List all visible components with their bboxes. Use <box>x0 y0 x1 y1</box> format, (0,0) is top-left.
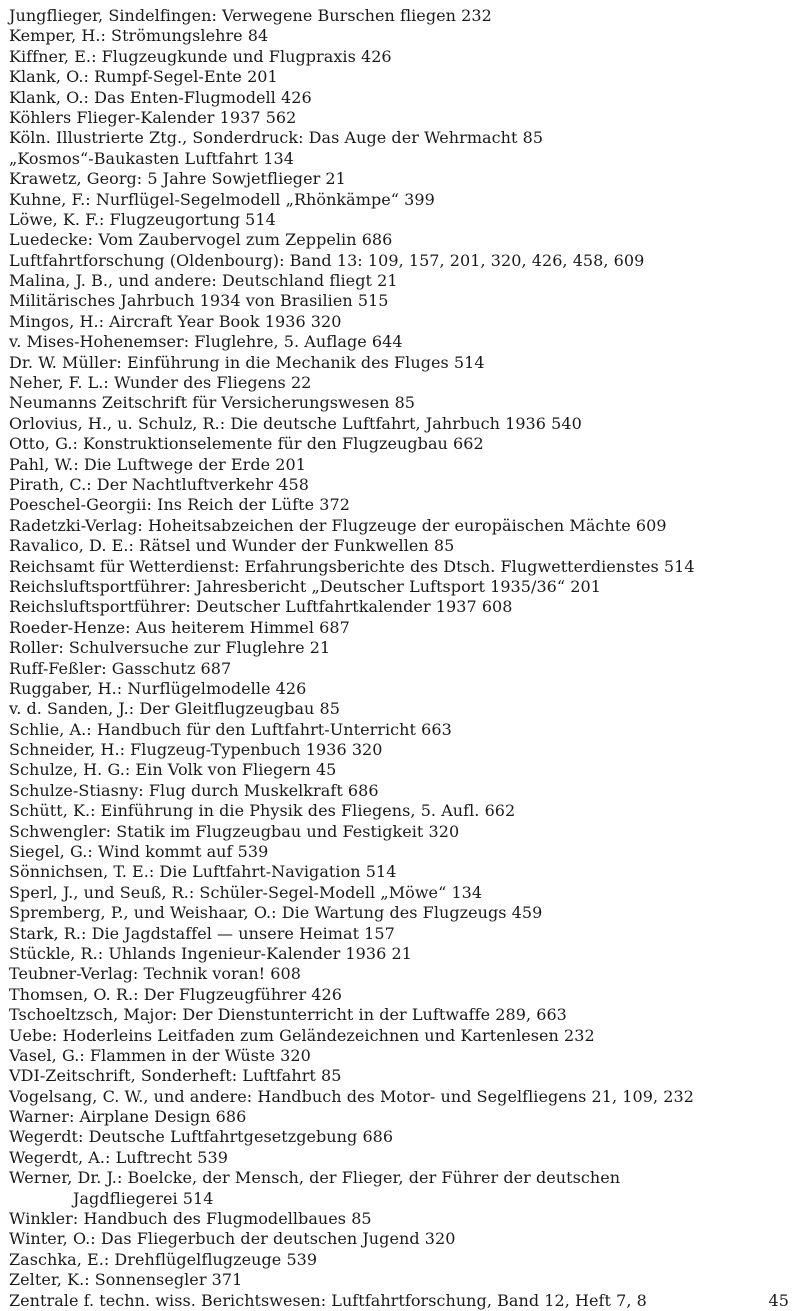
list-item: Ravalico, D. E.: Rätsel und Wunder der Funkwellen 85 <box>9 536 455 556</box>
list-item: Schulze, H. G.: Ein Volk von Fliegern 45 <box>9 760 337 780</box>
list-item: Pirath, C.: Der Nachtluftverkehr 458 <box>9 474 309 494</box>
list-item: Zelter, K.: Sonnensegler 371 <box>9 1270 243 1290</box>
list-item: Siegel, G.: Wind kommt auf 539 <box>9 842 269 862</box>
list-item: Wegerdt: Deutsche Luftfahrtgesetzgebung 686 <box>9 1127 394 1147</box>
list-item: Schulze-Stiasny: Flug durch Muskelkraft 686 <box>9 780 379 800</box>
list-item: Vogelsang, C. W., und andere: Handbuch des Motor- und Segelfliegens 21, 109, 232 <box>9 1086 694 1106</box>
list-item: Sperl, J., und Seuß, R.: Schüler-Segel-Modell „Möwe“ 134 <box>9 882 483 902</box>
list-item: Reichsamt für Wetterdienst: Erfahrungsberichte des Dtsch. Flugwetterdienstes 514 <box>9 556 695 576</box>
list-item: Klank, O.: Das Enten-Flugmodell 426 <box>9 87 312 107</box>
list-item: Kiffner, E.: Flugzeugkunde und Flugpraxis 426 <box>9 46 392 66</box>
list-item: Schlie, A.: Handbuch für den Luftfahrt-Unterricht 663 <box>9 719 452 739</box>
list-item: Köhlers Flieger-Kalender 1937 562 <box>9 107 297 127</box>
entry-continuation: Jagdfliegerei 514 <box>73 1188 214 1208</box>
list-item: Reichsluftsportführer: Jahresbericht „Deutscher Luftsport 1935/36“ 201 <box>9 576 601 596</box>
list-item: Warner: Airplane Design 686 <box>9 1107 247 1127</box>
list-item: Neher, F. L.: Wunder des Fliegens 22 <box>9 373 312 393</box>
list-item: Luftfahrtforschung (Oldenbourg): Band 13: 109, 157, 201, 320, 426, 458, 609 <box>9 250 645 270</box>
list-item: Stark, R.: Die Jagdstaffel — unsere Heimat 157 <box>9 923 395 943</box>
bibliography-page <box>9 6 789 1311</box>
list-item: Spremberg, P., und Weishaar, O.: Die Wartung des Flugzeugs 459 <box>9 903 543 923</box>
list-item: Ruggaber, H.: Nurflügelmodelle 426 <box>9 678 307 698</box>
list-item: VDI-Zeitschrift, Sonderheft: Luftfahrt 85 <box>9 1066 342 1086</box>
list-item: Mingos, H.: Aircraft Year Book 1936 320 <box>9 311 342 331</box>
list-item: Jungflieger, Sindelfingen: Verwegene Burschen fliegen 232 <box>9 6 492 25</box>
entry-list <box>9 6 789 1168</box>
list-item: v. d. Sanden, J.: Der Gleitflugzeugbau 85 <box>9 699 341 719</box>
list-item: Stückle, R.: Uhlands Ingenieur-Kalender 1936 21 <box>9 943 412 963</box>
list-item: Tschoeltzsch, Major: Der Dienstunterricht in der Luftwaffe 289, 663 <box>9 1005 567 1025</box>
list-item: Radetzki-Verlag: Hoheitsabzeichen der Flugzeuge der europäischen Mächte 609 <box>9 515 667 535</box>
list-item: Sönnichsen, T. E.: Die Luftfahrt-Navigation 514 <box>9 862 397 882</box>
list-item: Vasel, G.: Flammen in der Wüste 320 <box>9 1045 311 1065</box>
entry-text: Zentrale f. techn. wiss. Berichtswesen: Luftfahrtforschung, Band 12, Heft 7, 8 <box>9 1290 647 1310</box>
list-item: Zaschka, E.: Drehflügelflugzeuge 539 <box>9 1249 318 1269</box>
list-item: Schwengler: Statik im Flugzeugbau und Festigkeit 320 <box>9 821 460 841</box>
list-item: Schütt, K.: Einführung in die Physik des Fliegens, 5. Aufl. 662 <box>9 801 516 821</box>
list-item: Otto, G.: Konstruktionselemente für den Flugzeugbau 662 <box>9 434 484 454</box>
list-item: Ruff-Feßler: Gasschutz 687 <box>9 658 232 678</box>
list-item: Löwe, K. F.: Flugzeugortung 514 <box>9 209 276 229</box>
list-item: Dr. W. Müller: Einführung in die Mechanik des Fluges 514 <box>9 352 485 372</box>
list-item <box>9 1291 789 1311</box>
entry-list-tail <box>9 1209 789 1291</box>
list-item: Pahl, W.: Die Luftwege der Erde 201 <box>9 454 306 474</box>
list-item: Winkler: Handbuch des Flugmodellbaues 85 <box>9 1209 372 1229</box>
list-item: Roller: Schulversuche zur Fluglehre 21 <box>9 638 331 658</box>
list-item: Reichsluftsportführer: Deutscher Luftfahrtkalender 1937 608 <box>9 597 513 617</box>
list-item: Teubner-Verlag: Technik voran! 608 <box>9 964 301 984</box>
list-item: Uebe: Hoderleins Leitfaden zum Geländezeichnen und Kartenlesen 232 <box>9 1025 595 1045</box>
list-item: Krawetz, Georg: 5 Jahre Sowjetflieger 21 <box>9 169 346 189</box>
list-item: Militärisches Jahrbuch 1934 von Brasilien 515 <box>9 291 389 311</box>
list-item: Thomsen, O. R.: Der Flugzeugführer 426 <box>9 984 342 1004</box>
entry-text: Werner, Dr. J.: Boelcke, der Mensch, der Flieger, der Führer der deutschen <box>9 1168 621 1188</box>
list-item <box>9 1168 789 1209</box>
list-item: Köln. Illustrierte Ztg., Sonderdruck: Das Auge der Wehrmacht 85 <box>9 128 544 148</box>
page-number: 45 <box>768 1290 789 1310</box>
list-item: Winter, O.: Das Fliegerbuch der deutschen Jugend 320 <box>9 1229 456 1249</box>
list-item: Malina, J. B., und andere: Deutschland fliegt 21 <box>9 271 398 291</box>
list-item: „Kosmos“-Baukasten Luftfahrt 134 <box>9 148 294 168</box>
list-item: v. Mises-Hohenemser: Fluglehre, 5. Auflage 644 <box>9 332 403 352</box>
list-item: Kuhne, F.: Nurflügel-Segelmodell „Rhönkämpe“ 399 <box>9 189 435 209</box>
list-item: Schneider, H.: Flugzeug-Typenbuch 1936 320 <box>9 740 383 760</box>
list-item: Kemper, H.: Strömungslehre 84 <box>9 26 269 46</box>
list-item: Klank, O.: Rumpf-Segel-Ente 201 <box>9 67 278 87</box>
list-item: Luedecke: Vom Zaubervogel zum Zeppelin 686 <box>9 230 393 250</box>
list-item: Neumanns Zeitschrift für Versicherungswesen 85 <box>9 393 416 413</box>
list-item: Roeder-Henze: Aus heiterem Himmel 687 <box>9 617 350 637</box>
list-item: Wegerdt, A.: Luftrecht 539 <box>9 1147 228 1167</box>
list-item: Orlovius, H., u. Schulz, R.: Die deutsche Luftfahrt, Jahrbuch 1936 540 <box>9 413 582 433</box>
list-item: Poeschel-Georgii: Ins Reich der Lüfte 372 <box>9 495 350 515</box>
